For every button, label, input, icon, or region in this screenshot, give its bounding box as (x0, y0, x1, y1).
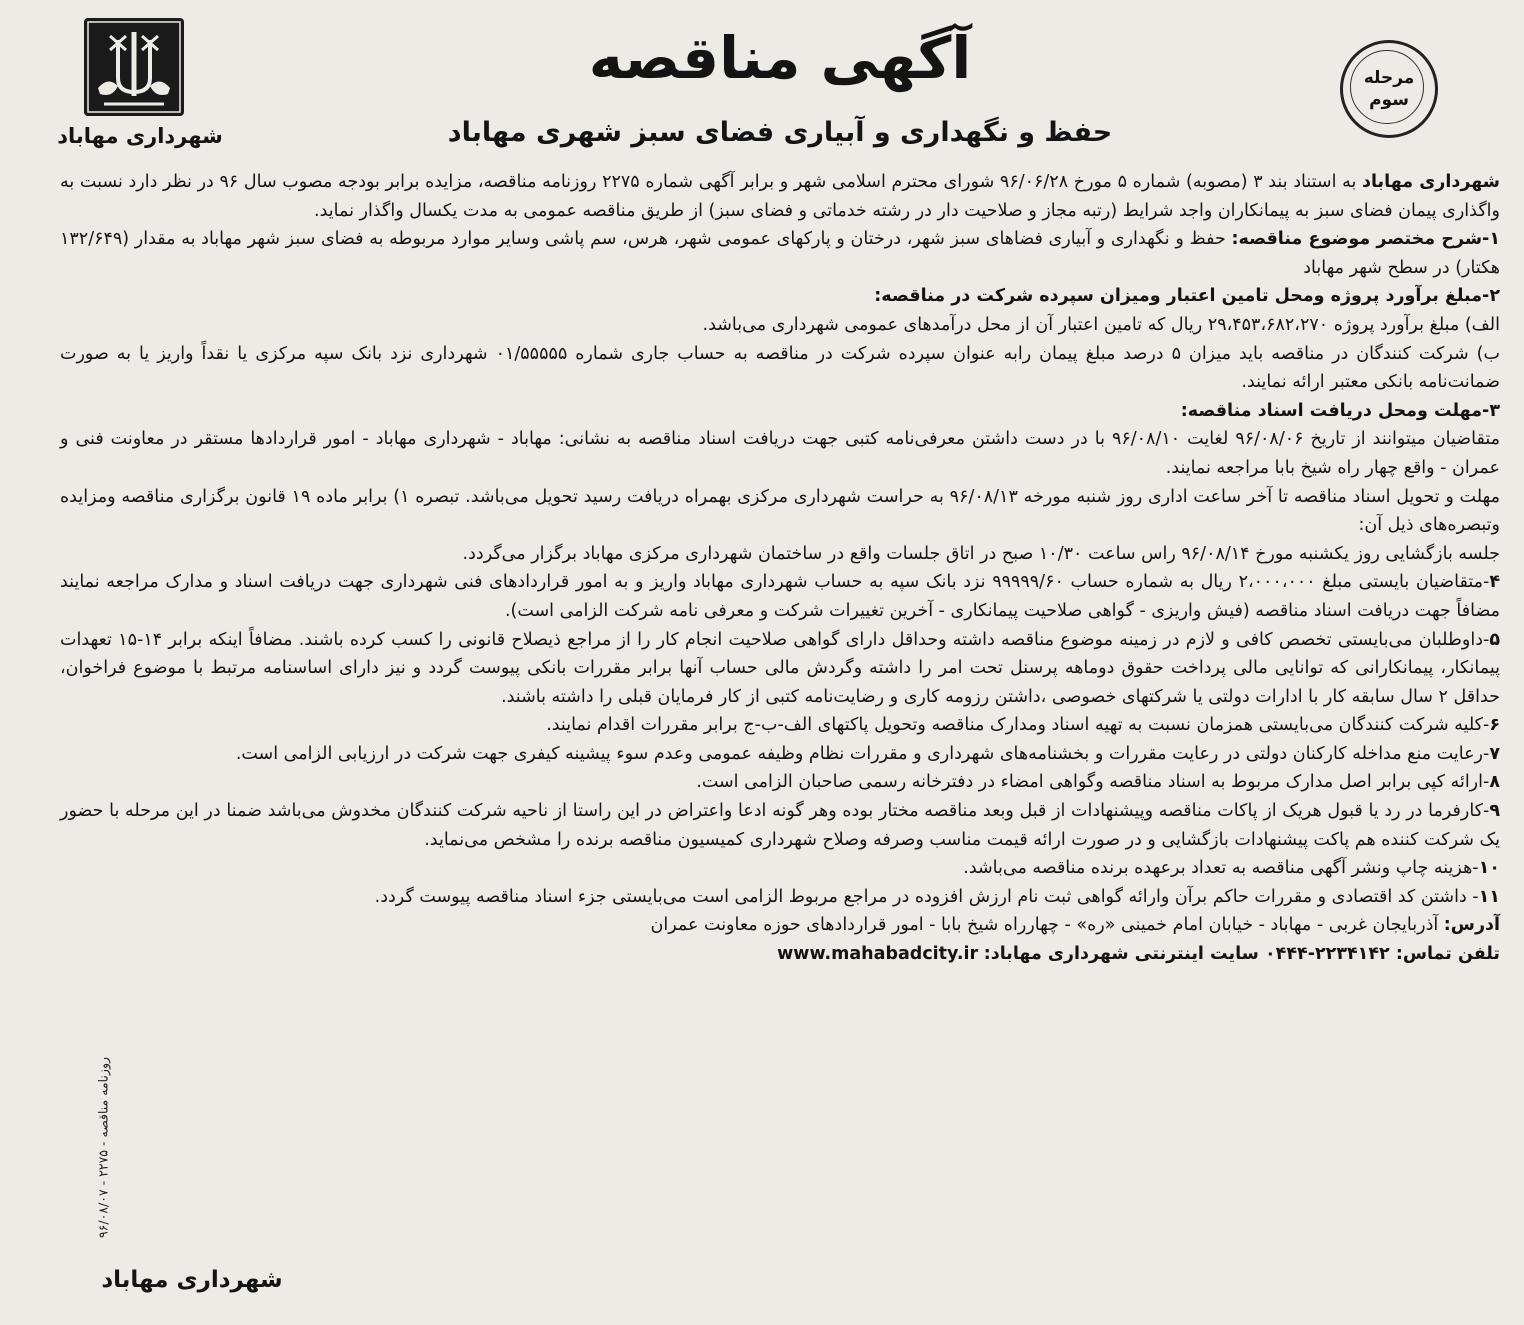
side-publication-note: روزنامه مناقصه - ۲۲۷۵ - ۹۶/۰۸/۰۷ (95, 1056, 111, 1239)
municipality-emblem-icon (84, 18, 184, 116)
site-label: سایت اینترنتی شهرداری مهاباد: (983, 944, 1259, 965)
item-text: حفظ و نگهداری و آبیاری فضاهای سبز شهر، درختان و پارکهای عمومی شهر، هرس، سم پاشی وسایر موارد مربوطه به فضای سبز شهر مهاباد به مقدار (۱۳۲/۶۴۹ هکتار) در سطح شهر مهاباد (60, 229, 1500, 278)
item-text: -داوطلبان می‌بایستی تخصص کافی و لازم در زمینه موضوع مناقصه داشته وحداقل دارای گواهی صلاحیت انجام کار را از مراجع ذیصلاح قانونی را کسب کرده باشند. مضافاً اینکه برابر ۱۴-۱۵ تعهدات پیمانکار، پیمانکارانی که توانایی مالی پرداخت حقوق دوماهه پرسنل تحت امر را داشته وگردش مالی حساب آنها برابر مقررات بانکی پیوست گردد و نیز دارای اساسنامه مرتبط با موضوع فراخوان، حداقل ۲ سال سابقه کار با ادارات دولتی یا شرکتهای خصوصی ،داشتن رزومه کاری و رضایت‌نامه کتبی از کار فرمایان قبلی را داشته باشند. (60, 629, 1500, 707)
stage-stamp (1340, 40, 1438, 138)
stamp-line-2: سوم (1369, 90, 1409, 110)
item-heading: ۷ (1489, 743, 1500, 764)
footer-signature: شهرداری مهاباد (101, 1267, 283, 1293)
page-title: آگهی مناقصه (588, 24, 972, 92)
notice-item (60, 711, 1500, 740)
item-text: - داشتن کد اقتصادی و مقررات حاکم برآن وارائه گواهی ثبت نام ارزش افزوده در مراجع مربوط الزامی است می‌بایستی جزء اسناد مناقصه پیوست گردد. (374, 886, 1479, 907)
item-text: متقاضیان میتوانند از تاریخ ۹۶/۰۸/۰۶ لغایت ۹۶/۰۸/۱۰ با در دست داشتن معرفی‌نامه کتبی جهت دریافت اسناد مناقصه به نشانی: مهاباد - شهرداری مهاباد - امور قراردادها مستقر در معاونت فنی و عمران - واقع چهار راه شیخ بابا مراجعه نمایند. (60, 429, 1500, 478)
item-heading: ۸ (1489, 772, 1500, 793)
notice-item (60, 540, 1500, 569)
item-text: الف) مبلغ برآورد پروژه ۲۹،۴۵۳،۶۸۲،۲۷۰ ریال که تامین اعتبار آن از محل درآمدهای عمومی شهرداری می‌باشد. (702, 314, 1500, 335)
item-text: مهلت و تحویل اسناد مناقصه تا آخر ساعت اداری روز شنبه مورخه ۹۶/۰۸/۱۳ به حراست شهرداری مرکزی بهمراه دریافت رسید تحویل می‌باشد. تبصره ۱) برابر ماده ۱۹ قانون برگزاری مناقصه ومزایده وتبصره‌های ذیل آن: (60, 486, 1500, 536)
item-text: -رعایت منع مداخله کارکنان دولتی در رعایت مقررات و بخشنامه‌های شهرداری و مقررات نظام وظیفه عمومی وعدم سوء پیشینه کیفری جهت شرکت در ارزیابی الزامی است. (235, 743, 1490, 764)
notice-item (60, 626, 1500, 712)
org-caption: شهرداری مهاباد (57, 124, 223, 148)
website-link[interactable]: www.mahabadcity.ir (777, 944, 979, 965)
item-text: -هزینه چاپ ونشر آگهی مناقصه به تعداد برعهده برنده مناقصه می‌باشد. (963, 858, 1479, 879)
item-text: -کارفرما در رد یا قبول هریک از پاکات مناقصه وپیشنهادات از قبل وبعد مناقصه مختار بوده وهر گونه ادعا واعتراض در این راستا از ناحیه شرکت کنندگان مخدوش می‌باشد ضمنا در این مرحله با حضور یک شرکت کننده هم پاکت پیشنهادات بازگشایی و در صورت ارائه قیمت مناسب وصرفه وصلاح شهرداری کمیسیون مناقصه برنده را مشخص می‌نماید. (60, 801, 1500, 850)
intro-paragraph (60, 168, 1500, 225)
notice-item (60, 740, 1500, 769)
address-text: آذربایجان غربی - مهاباد - خیابان امام خمینی «ره» - چهارراه شیخ بابا - امور قراردادهای حوزه معاونت عمران (650, 915, 1444, 936)
item-text: ب) شرکت کنندگان در مناقصه باید میزان ۵ درصد مبلغ پیمان رابه عنوان سپرده شرکت در مناقصه به حساب جاری شماره ۰۱/۵۵۵۵۵ شهرداری نزد بانک سپه مرکزی یا نقداً واریز یا به صورت ضمانت‌نامه بانکی معتبر ارائه نمایند. (60, 343, 1500, 393)
address-line (60, 911, 1500, 940)
notice-item (60, 854, 1500, 883)
item-heading: ۱۱ (1478, 886, 1500, 907)
item-heading: ۳-مهلت ومحل دریافت اسناد مناقصه: (1180, 400, 1500, 421)
notice-item (60, 883, 1500, 912)
notice-item (60, 311, 1500, 340)
items-list (60, 225, 1500, 911)
item-text: -متقاضیان بایستی مبلغ ۲،۰۰۰،۰۰۰ ریال به شماره حساب ۹۹۹۹۹/۶۰ نزد بانک سپه به حساب شهرداری مهاباد واریز و به امور قراردادهای فنی شهرداری جهت دریافت اسناد و مدارک مراجعه نمایند مضافاً جهت دریافت اسناد مناقصه (فیش واریزی - گواهی صلاحیت پیمانکاری - آخرین تغییرات شرکت و معرفی نامه شرکت الزامی است). (60, 572, 1500, 621)
item-text: -کلیه شرکت کنندگان می‌بایستی همزمان نسبت به تهیه اسناد ومدارک مناقصه وتحویل پاکتهای الف-ب-ج برابر مقررات اقدام نمایند. (546, 715, 1490, 736)
item-heading: ۱۰ (1478, 858, 1500, 879)
stamp-inner-ring (1350, 50, 1424, 124)
notice-item (60, 340, 1500, 397)
item-heading: ۲-مبلغ برآورد پروژه ومحل تامین اعتبار ومیزان سپرده شرکت در مناقصه: (874, 286, 1500, 307)
item-heading: ۶ (1489, 715, 1500, 736)
contact-line (60, 940, 1500, 969)
notice-item (60, 568, 1500, 625)
item-heading: ۵ (1489, 629, 1500, 650)
notice-item (60, 483, 1500, 540)
notice-item (60, 768, 1500, 797)
notice-item (60, 225, 1500, 282)
notice-body (60, 168, 1500, 969)
address-label: آدرس: (1443, 915, 1500, 936)
item-text: جلسه بازگشایی روز یکشنبه مورخ ۹۶/۰۸/۱۴ راس ساعت ۱۰/۳۰ صبح در اتاق جلسات واقع در ساختمان شهرداری مرکزی مهاباد برگزار می‌گردد. (462, 543, 1500, 564)
intro-text: به استناد بند ۳ (مصوبه) شماره ۵ مورخ ۹۶/۰۶/۲۸ شورای محترم اسلامی شهر و برابر آگهی شماره ۲۲۷۵ روزنامه مناقصه، مزایده برابر بودجه مصوب سال ۹۶ در نظر دارد نسبت به واگذاری پیمان فضای سبز به پیمانکاران واجد شرایط (رتبه مجاز و صلاحیت دار در رشته خدماتی و فضای سبز) از طریق مناقصه عمومی به مدت یکسال واگذار نماید. (60, 172, 1500, 221)
item-heading: ۹ (1489, 801, 1500, 822)
item-heading: ۱-شرح مختصر موضوع مناقصه: (1231, 229, 1500, 250)
intro-org: شهرداری مهاباد (1362, 172, 1501, 192)
item-heading: ۴ (1489, 572, 1501, 593)
page-subtitle: حفظ و نگهداری و آبیاری فضای سبز شهری مهاباد (447, 117, 1113, 148)
phone-label: تلفن تماس: (1395, 944, 1500, 965)
phone-number: ۲۲۳۴۱۴۲-۰۴۴۴ (1258, 944, 1396, 965)
stamp-line-1: مرحله (1363, 68, 1415, 88)
notice-item (60, 797, 1500, 854)
notice-item (60, 397, 1500, 426)
notice-item (60, 425, 1500, 482)
notice-item (60, 282, 1500, 311)
item-text: -ارائه کپی برابر اصل مدارک مربوط به اسناد مناقصه وگواهی امضاء در دفترخانه رسمی صاحبان الزامی است. (696, 772, 1490, 793)
